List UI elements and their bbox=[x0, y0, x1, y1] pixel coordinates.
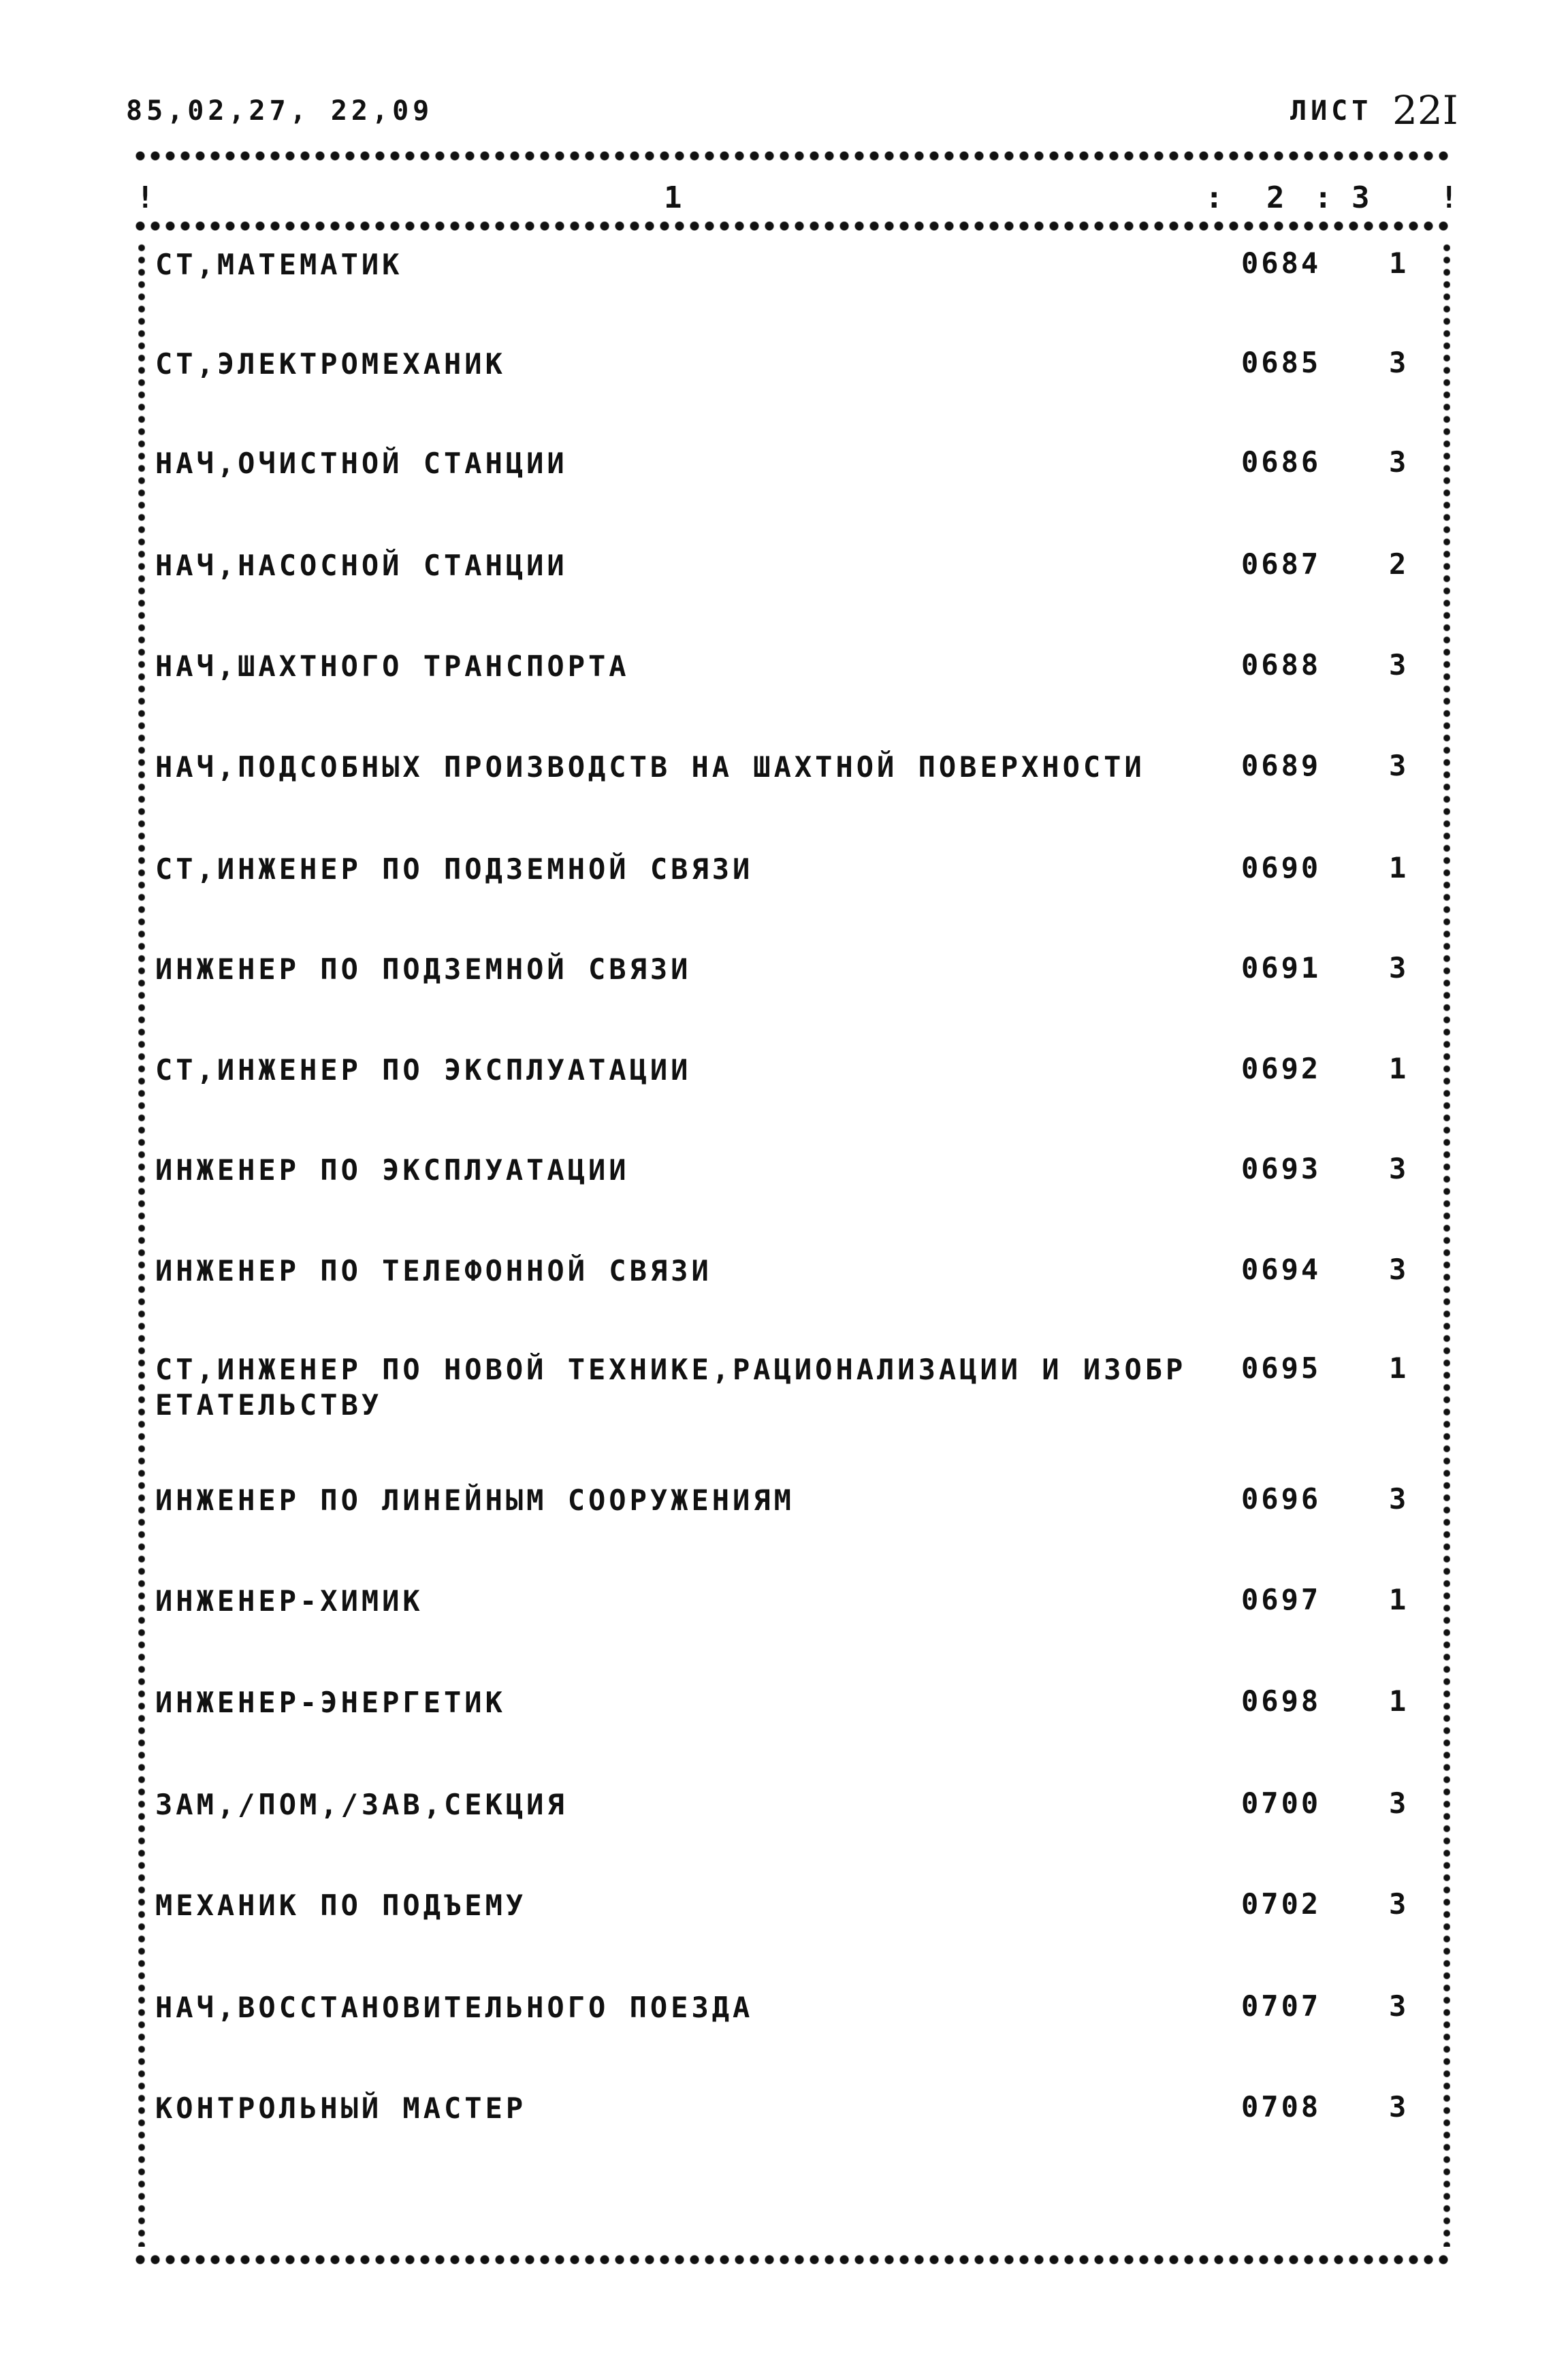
table-row bbox=[155, 1482, 1449, 1557]
position-quantity: 3 bbox=[1389, 951, 1407, 984]
position-code: 0688 bbox=[1241, 648, 1322, 682]
position-quantity: 1 bbox=[1389, 1052, 1407, 1085]
position-quantity: 3 bbox=[1389, 1989, 1407, 2023]
position-quantity: 1 bbox=[1389, 246, 1407, 280]
position-code: 0694 bbox=[1241, 1253, 1322, 1286]
position-name: НАЧ,ПОДСОБНЫХ ПРОИЗВОДСТВ НА ШАХТНОЙ ПОВЕРХНОСТИ bbox=[155, 750, 1145, 784]
position-code: 0695 bbox=[1241, 1351, 1322, 1385]
position-name: ЗАМ,/ПОМ,/ЗАВ,СЕКЦИЯ bbox=[155, 1788, 568, 1821]
position-quantity: 1 bbox=[1389, 851, 1407, 884]
sheet-label: ЛИСТ bbox=[1290, 95, 1373, 127]
position-code: 0698 bbox=[1241, 1684, 1322, 1718]
position-name: НАЧ,ОЧИСТНОЙ СТАНЦИИ bbox=[155, 447, 568, 480]
position-quantity: 3 bbox=[1389, 1152, 1407, 1185]
table-row bbox=[155, 1253, 1449, 1328]
table-row bbox=[155, 1684, 1449, 1759]
position-name: СТ,МАТЕМАТИК bbox=[155, 248, 403, 281]
position-code: 0687 bbox=[1241, 547, 1322, 581]
table-row bbox=[155, 1152, 1449, 1227]
position-name: СТ,ЭЛЕКТРОМЕХАНИК bbox=[155, 347, 506, 381]
position-name: НАЧ,ВОССТАНОВИТЕЛЬНОГО ПОЕЗДА bbox=[155, 1991, 754, 2024]
position-code: 0691 bbox=[1241, 951, 1322, 984]
position-code: 0696 bbox=[1241, 1482, 1322, 1516]
position-code: 0684 bbox=[1241, 246, 1322, 280]
position-code: 0690 bbox=[1241, 851, 1322, 884]
position-name: СТ,ИНЖЕНЕР ПО НОВОЙ ТЕХНИКЕ,РАЦИОНАЛИЗАЦИИ И ИЗОБР bbox=[155, 1353, 1187, 1386]
position-code: 0693 bbox=[1241, 1152, 1322, 1185]
left-dotted-border bbox=[138, 242, 145, 2247]
position-quantity: 1 bbox=[1389, 1684, 1407, 1718]
position-code: 0697 bbox=[1241, 1583, 1322, 1616]
position-quantity: 3 bbox=[1389, 648, 1407, 682]
position-quantity: 3 bbox=[1389, 2090, 1407, 2123]
column-header-3: 3 bbox=[1351, 180, 1370, 215]
column-separator: ! bbox=[1440, 180, 1458, 215]
position-name: МЕХАНИК ПО ПОДЪЕМУ bbox=[155, 1889, 527, 1922]
position-name: ИНЖЕНЕР ПО ЛИНЕЙНЫМ СООРУЖЕНИЯМ bbox=[155, 1484, 795, 1517]
table-row bbox=[155, 346, 1449, 421]
position-code: 0692 bbox=[1241, 1052, 1322, 1085]
position-code: 0700 bbox=[1241, 1786, 1322, 1820]
position-code: 0686 bbox=[1241, 445, 1322, 479]
position-name: ИНЖЕНЕР ПО ПОДЗЕМНОЙ СВЯЗИ bbox=[155, 952, 692, 986]
position-quantity: 3 bbox=[1389, 1786, 1407, 1820]
position-code: 0685 bbox=[1241, 346, 1322, 379]
table-row bbox=[155, 851, 1449, 926]
sheet-number: 22I bbox=[1392, 87, 1458, 133]
position-quantity: 3 bbox=[1389, 445, 1407, 479]
table-row bbox=[155, 1583, 1449, 1658]
position-code: 0689 bbox=[1241, 749, 1322, 782]
position-name: ИНЖЕНЕР-ЭНЕРГЕТИК bbox=[155, 1686, 506, 1719]
position-name: СТ,ИНЖЕНЕР ПО ЭКСПЛУАТАЦИИ bbox=[155, 1053, 692, 1087]
position-name: НАЧ,НАСОСНОЙ СТАНЦИИ bbox=[155, 549, 568, 582]
document-code: 85,02,27, 22,09 bbox=[126, 95, 434, 127]
position-name: ИНЖЕНЕР ПО ТЕЛЕФОННОЙ СВЯЗИ bbox=[155, 1254, 712, 1287]
table-row bbox=[155, 749, 1449, 824]
position-quantity: 1 bbox=[1389, 1583, 1407, 1616]
table-row bbox=[155, 246, 1449, 321]
position-quantity: 3 bbox=[1389, 749, 1407, 782]
position-name: КОНТРОЛЬНЫЙ МАСТЕР bbox=[155, 2091, 527, 2125]
position-name: ИНЖЕНЕР ПО ЭКСПЛУАТАЦИИ bbox=[155, 1153, 630, 1187]
column-separator: : bbox=[1205, 180, 1223, 215]
position-name-continuation: ЕТАТЕЛЬСТВУ bbox=[155, 1388, 383, 1422]
position-code: 0708 bbox=[1241, 2090, 1322, 2123]
table-row bbox=[155, 2090, 1449, 2165]
position-quantity: 3 bbox=[1389, 1253, 1407, 1286]
bottom-dotted-rule bbox=[133, 2255, 1450, 2264]
top-dotted-rule bbox=[133, 151, 1450, 161]
table-row bbox=[155, 1052, 1449, 1127]
position-quantity: 1 bbox=[1389, 1351, 1407, 1385]
position-code: 0702 bbox=[1241, 1887, 1322, 1921]
table-row bbox=[155, 951, 1449, 1026]
position-code: 0707 bbox=[1241, 1989, 1322, 2023]
header-dotted-rule bbox=[133, 221, 1450, 231]
position-quantity: 3 bbox=[1389, 1887, 1407, 1921]
table-row bbox=[155, 648, 1449, 723]
position-quantity: 3 bbox=[1389, 346, 1407, 379]
position-quantity: 3 bbox=[1389, 1482, 1407, 1516]
table-row bbox=[155, 1989, 1449, 2064]
position-quantity: 2 bbox=[1389, 547, 1407, 581]
position-name: ИНЖЕНЕР-ХИМИК bbox=[155, 1584, 423, 1618]
position-name: СТ,ИНЖЕНЕР ПО ПОДЗЕМНОЙ СВЯЗИ bbox=[155, 852, 754, 886]
table-row bbox=[155, 445, 1449, 520]
column-header-2: 2 bbox=[1266, 180, 1285, 215]
table-row bbox=[155, 1786, 1449, 1861]
position-name: НАЧ,ШАХТНОГО ТРАНСПОРТА bbox=[155, 650, 630, 683]
table-row bbox=[155, 1887, 1449, 1962]
column-header-1: 1 bbox=[664, 180, 682, 215]
column-separator: ! bbox=[136, 180, 155, 215]
table-row bbox=[155, 547, 1449, 622]
column-separator: : bbox=[1314, 180, 1332, 215]
table-row bbox=[155, 1351, 1449, 1426]
